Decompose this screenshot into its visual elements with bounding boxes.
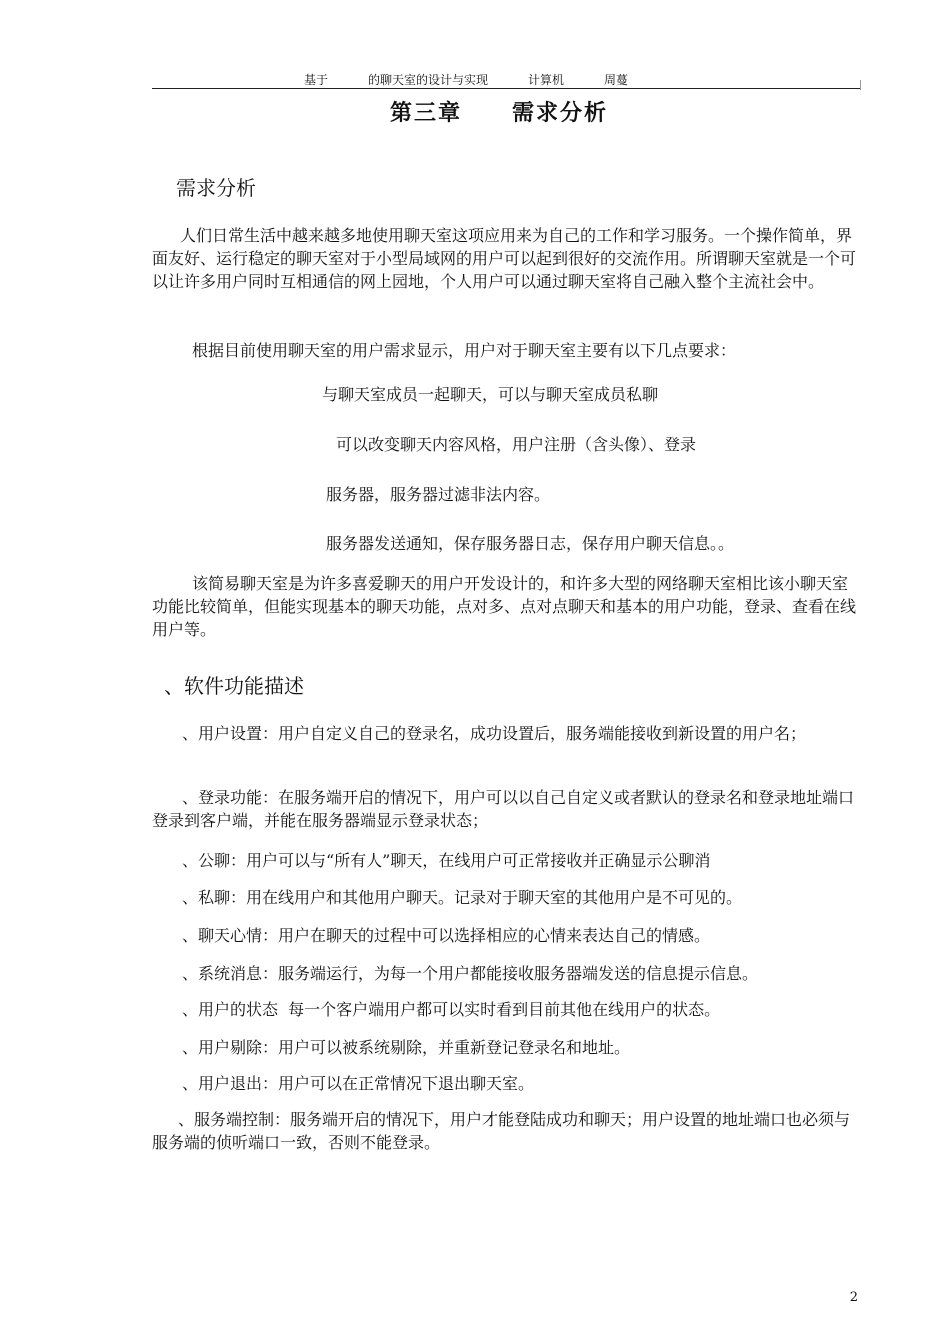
function-item-system-message: 、系统消息：服务端运行，为每一个用户都能接收服务器端发送的信息提示信息。: [182, 964, 759, 983]
page-number: 2: [849, 1290, 858, 1305]
header-text-2: 的聊天室的设计与实现: [368, 73, 489, 87]
function-item-public-chat: 、公聊：用户可以与“所有人”聊天，在线用户可正常接收并正确显示公聊消: [182, 851, 711, 870]
function-item-mood: 、聊天心情：用户在聊天的过程中可以选择相应的心情来表达自己的情感。: [182, 926, 711, 945]
paragraph-summary: 该简易聊天室是为许多喜爱聊天的用户开发设计的，和许多大型的网络聊天室相比该小聊天室功能比较简单，但能实现基本的聊天功能，点对多、点对点聊天和基本的用户功能，登录、查看在线用户等。: [152, 574, 857, 639]
function-item-kick-user: 、用户剔除：用户可以被系统剔除，并重新登记登录名和地址。: [182, 1038, 631, 1057]
requirement-item-2: 可以改变聊天内容风格，用户注册（含头像）、登录: [336, 435, 697, 454]
function-item-user-settings: 、用户设置：用户自定义自己的登录名，成功设置后，服务端能接收到新设置的用户名；: [182, 724, 807, 743]
requirement-item-1: 与聊天室成员一起聊天，可以与聊天室成员私聊: [322, 385, 659, 404]
section-heading-requirements: 需求分析: [176, 176, 256, 200]
header-text-3: 计算机: [528, 73, 565, 87]
requirement-item-3: 服务器，服务器过滤非法内容。: [326, 485, 551, 504]
paragraph-requirements-lead: 根据目前使用聊天室的用户需求显示，用户对于聊天室主要有以下几点要求：: [192, 341, 737, 360]
chapter-number: 第三章: [390, 100, 463, 126]
header-text-4: 周蔓: [604, 73, 629, 87]
requirement-item-4: 服务器发送通知，保存服务器日志，保存用户聊天信息。。: [326, 534, 735, 553]
header-text-1: 基于: [304, 73, 329, 87]
function-item-private-chat: 、私聊：用在线用户和其他用户聊天。记录对于聊天室的其他用户是不可见的。: [182, 888, 743, 907]
header-corner-mark: [860, 80, 861, 90]
paragraph-intro: 人们日常生活中越来越多地使用聊天室这项应用来为自己的工作和学习服务。一个操作简单，界面友好、运行稳定的聊天室对于小型局域网的用户可以起到很好的交流作用。所谓聊天室就是一个可以让许多用户同时互相通信的网上园地，个人用户可以通过聊天室将自己融入整个主流社会中。: [152, 226, 857, 291]
section-heading-functions: 、软件功能描述: [164, 674, 304, 698]
function-item-login: 、登录功能：在服务端开启的情况下，用户可以以自己自定义或者默认的登录名和登录地址端口登录到客户端，并能在服务器端显示登录状态；: [152, 788, 855, 830]
function-item-user-status: 、用户的状态 每一个客户端用户都可以实时看到目前其他在线用户的状态。: [182, 1000, 721, 1019]
function-item-server-control: 、服务端控制：服务端开启的情况下，用户才能登陆成功和聊天；用户设置的地址端口也必须与服务端的侦听端口一致，否则不能登录。: [152, 1110, 851, 1152]
function-item-logout: 、用户退出：用户可以在正常情况下退出聊天室。: [182, 1074, 535, 1093]
running-header: [152, 74, 860, 89]
chapter-title: 需求分析: [512, 100, 609, 126]
